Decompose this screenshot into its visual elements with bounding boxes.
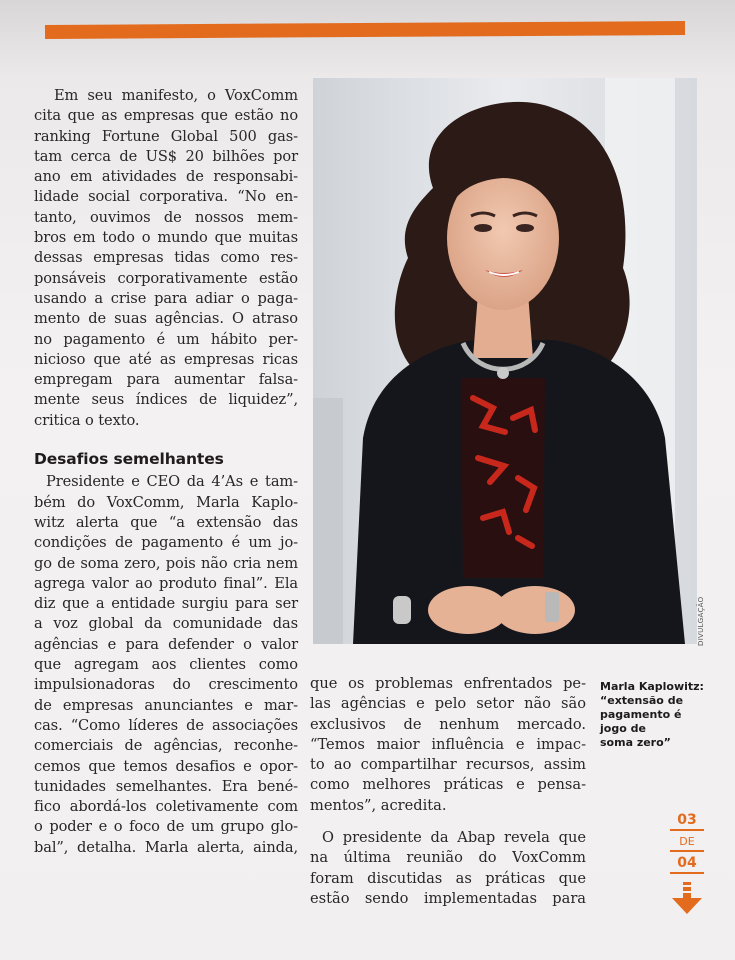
caption-quote-line: jogo de — [600, 722, 646, 735]
text-line: estão sendo implementadas para — [310, 889, 586, 907]
current-page: 03 — [670, 812, 704, 831]
text-line: bros em todo o mundo que muitas — [34, 229, 298, 247]
text-line: Presidente e CEO da 4’As e tam- — [46, 473, 298, 491]
text-line: impulsionadoras do crescimento — [34, 676, 298, 694]
paragraph-abap — [310, 828, 586, 909]
portrait-illustration — [313, 78, 697, 644]
photo-caption — [600, 680, 720, 750]
text-line: dessas empresas tidas como res- — [34, 249, 298, 267]
text-line: agências e para defender o valor — [34, 635, 298, 653]
next-page-arrow-icon[interactable] — [670, 882, 704, 916]
text-line: usando a crise para adiar o paga- — [34, 289, 298, 307]
text-line: to ao compartilhar recursos, assim — [310, 756, 586, 774]
portrait-photo — [313, 78, 697, 644]
text-line: comerciais de agências, reconhe- — [34, 737, 298, 755]
section-subheading: Desafios semelhantes — [34, 450, 224, 469]
text-line: ano em atividades de responsabi- — [34, 168, 298, 186]
text-line: mento de suas agências. O atraso — [34, 310, 298, 328]
paragraph-desafios — [34, 472, 298, 858]
text-line: go de soma zero, pois não cria nem — [34, 554, 298, 572]
text-line: bal”, detalha. Marla alerta, ainda, — [34, 838, 298, 856]
text-line: tam cerca de US$ 20 bilhões por — [34, 147, 298, 165]
text-line: fico abordá-los coletivamente com — [34, 798, 298, 816]
text-line: “Temos maior influência e impac- — [310, 735, 586, 753]
text-line: no pagamento é um hábito per- — [34, 330, 298, 348]
text-line: bém do VoxComm, Marla Kaplo- — [34, 493, 298, 511]
text-line: tanto, ouvimos de nossos mem- — [34, 208, 298, 226]
article-middle-column — [310, 674, 586, 909]
text-line: witz alerta que “a extensão das — [34, 513, 298, 531]
text-line: lidade social corporativa. “No en- — [34, 188, 298, 206]
text-line: o poder e o foco de um grupo glo- — [34, 818, 298, 836]
caption-quote-line: soma zero” — [600, 736, 671, 749]
paragraph-manifesto — [34, 86, 298, 431]
text-line: cemos que temos desafios e opor- — [34, 757, 298, 775]
text-line: O presidente da Abap revela que — [322, 829, 586, 847]
text-line: que agregam aos clientes como — [34, 656, 298, 674]
accent-bar — [45, 21, 685, 39]
text-line: foram discutidas as práticas que — [310, 869, 586, 887]
text-line: cas. “Como líderes de associações — [34, 716, 298, 734]
text-line: las agências e pelo setor não são — [310, 695, 586, 713]
text-line: mentos”, acredita. — [310, 796, 447, 814]
text-line: ranking Fortune Global 500 gas- — [34, 127, 298, 145]
photo-credit: DIVULGAÇÃO — [697, 596, 705, 646]
text-line: diz que a entidade surgiu para ser — [34, 595, 298, 613]
caption-quote-line: “extensão de — [600, 694, 684, 707]
total-pages: 04 — [670, 855, 704, 874]
text-line: de empresas anunciantes e mar- — [34, 696, 298, 714]
text-line: exclusivos de nenhum mercado. — [310, 715, 586, 733]
text-line: a voz global da comunidade das — [34, 615, 298, 633]
text-line: cita que as empresas que estão no — [34, 107, 298, 125]
text-line: ponsáveis corporativamente estão — [34, 269, 298, 287]
page-indicator — [670, 812, 704, 916]
text-line: mente seus índices de liquidez”, — [34, 391, 298, 409]
caption-name: Marla Kaplowitz: — [600, 680, 704, 693]
text-line: agrega valor ao produto final”. Ela — [34, 574, 298, 592]
text-line: como melhores práticas e pensa- — [310, 776, 586, 794]
text-line: condições de pagamento é um jo- — [34, 534, 298, 552]
article-left-column — [34, 86, 298, 858]
text-line: nicioso que até as empresas ricas — [34, 350, 298, 368]
text-line: Em seu manifesto, o VoxComm — [54, 87, 298, 104]
caption-quote-line: pagamento é — [600, 708, 682, 721]
page-separator: DE — [670, 834, 704, 852]
text-line: na última reunião do VoxComm — [310, 849, 586, 867]
text-line: critica o texto. — [34, 411, 140, 429]
paragraph-continuation — [310, 674, 586, 816]
text-line: que os problemas enfrentados pe- — [310, 675, 586, 692]
text-line: empregam para aumentar falsa- — [34, 371, 298, 389]
text-line: tunidades semelhantes. Era bené- — [34, 777, 298, 795]
